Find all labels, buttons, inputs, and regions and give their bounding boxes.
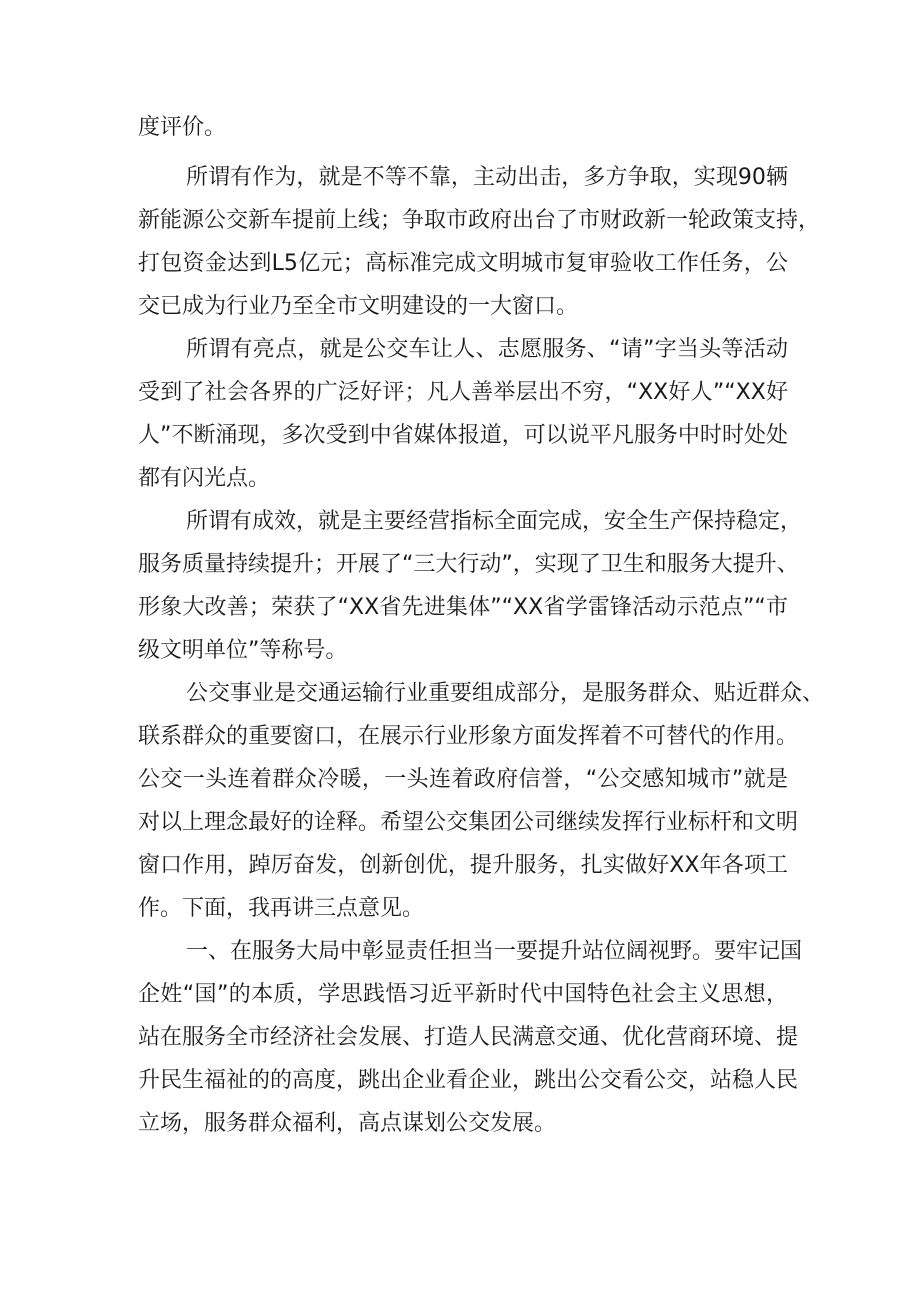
text-line: 服务质量持续提升；开展了“三大行动”，实现了卫生和服务大提升、 — [138, 552, 799, 577]
text-line: 所谓有亮点，就是公交车让人、志愿服务、“请”字当头等活动 — [186, 337, 789, 362]
text-line: 新能源公交新车提前上线；争取市政府出台了市财政新一轮政策支持， — [138, 208, 821, 233]
text-line: 一、在服务大局中彰显责任担当一要提升站位阔视野。要牢记国 — [186, 939, 803, 964]
text-line: 所谓有作为，就是不等不靠，主动出击，多方争取，实现90辆 — [186, 165, 788, 190]
text-line: 公交一头连着群众冷暖，一头连着政府信誉，“公交感知城市”就是 — [138, 767, 788, 792]
text-line: 企姓“国”的本质，学思践悟习近平新时代中国特色社会主义思想， — [138, 982, 788, 1007]
text-line: 打包资金达到L5亿元；高标准完成文明城市复审验收工作任务，公 — [138, 251, 788, 276]
text-line: 窗口作用，踔厉奋发，创新创优，提升服务，扎实做好XX年各项工 — [138, 853, 788, 878]
text-line: 都有闪光点。 — [138, 466, 271, 491]
text-line: 作。下面，我再讲三点意见。 — [138, 896, 425, 921]
text-line: 形象大改善；荣获了“XX省先进集体”“XX省学雷锋活动示范点”“市 — [138, 595, 788, 620]
text-line: 升民生福祉的的高度，跳出企业看企业，跳出公交看公交，站稳人民 — [138, 1068, 799, 1093]
text-line: 联系群众的重要窗口，在展示行业形象方面发挥着不可替代的作用。 — [138, 724, 799, 749]
text-line: 交已成为行业乃至全市文明建设的一大窗口。 — [138, 294, 579, 319]
text-line: 人”不断涌现，多次受到中省媒体报道，可以说平凡服务中时时处处 — [138, 423, 788, 448]
text-line: 级文明单位”等称号。 — [138, 638, 348, 663]
text-line: 度评价。 — [138, 115, 227, 140]
text-line: 所谓有成效，就是主要经营指标全面完成，安全生产保持稳定， — [186, 509, 803, 534]
text-line: 公交事业是交通运输行业重要组成部分，是服务群众、贴近群众、 — [186, 681, 825, 706]
text-line: 对以上理念最好的诠释。希望公交集团公司继续发挥行业标杆和文明 — [138, 810, 799, 835]
text-line: 受到了社会各界的广泛好评；凡人善举层出不穷，“XX好人”“XX好 — [138, 380, 788, 405]
text-line: 站在服务全市经济社会发展、打造人民满意交通、优化营商环境、提 — [138, 1025, 799, 1050]
text-line: 立场，服务群众福利，高点谋划公交发展。 — [138, 1111, 557, 1136]
